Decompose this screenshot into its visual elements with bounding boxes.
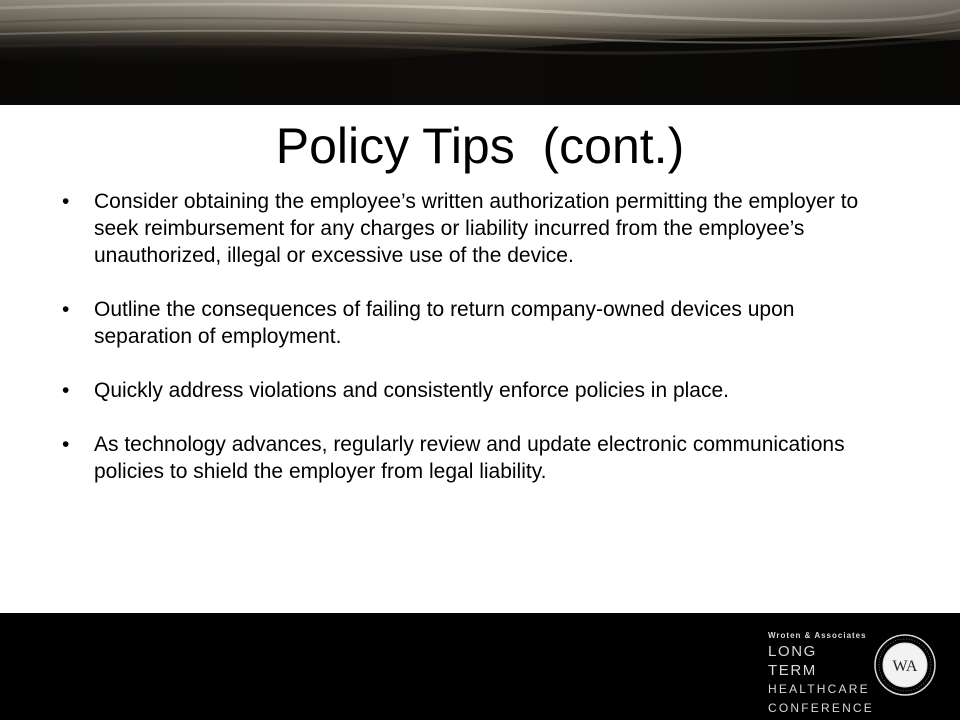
bullet-item — [62, 296, 882, 350]
logo-line-2: HEALTHCARE — [768, 682, 870, 696]
bullet-item — [62, 188, 882, 269]
bullet-icon: • — [62, 190, 70, 213]
bullet-icon: • — [62, 379, 70, 402]
bullet-text: As technology advances, regularly review and update electronic communications policies to shield the employer from legal liability. — [94, 433, 845, 483]
bullet-list — [62, 188, 882, 512]
seal-text: WA — [892, 658, 918, 675]
conference-logo — [768, 630, 875, 718]
logo-line-3: CONFERENCE — [768, 701, 875, 715]
slide-title: Policy Tips (cont.) — [275, 118, 685, 174]
seal-logo-icon — [873, 633, 937, 697]
logo-line-1: LONG TERM — [768, 643, 817, 679]
bullet-text: Consider obtaining the employee’s written authorization permitting the employer to seek reimbursement for any charges or liability incurred from the employee’s unauthorized, illegal or excessive use of the device. — [94, 190, 859, 267]
wood-texture-image — [0, 0, 960, 105]
bullet-item — [62, 431, 882, 485]
bullet-text: Outline the consequences of failing to return company-owned devices upon separation of employment. — [94, 298, 795, 348]
header-band — [0, 0, 960, 105]
bullet-icon: • — [62, 298, 70, 321]
bullet-item — [62, 377, 882, 404]
bullet-icon: • — [62, 433, 70, 456]
logo-tagline: Wroten & Associates — [768, 631, 867, 640]
bullet-text: Quickly address violations and consistently enforce policies in place. — [94, 379, 729, 402]
